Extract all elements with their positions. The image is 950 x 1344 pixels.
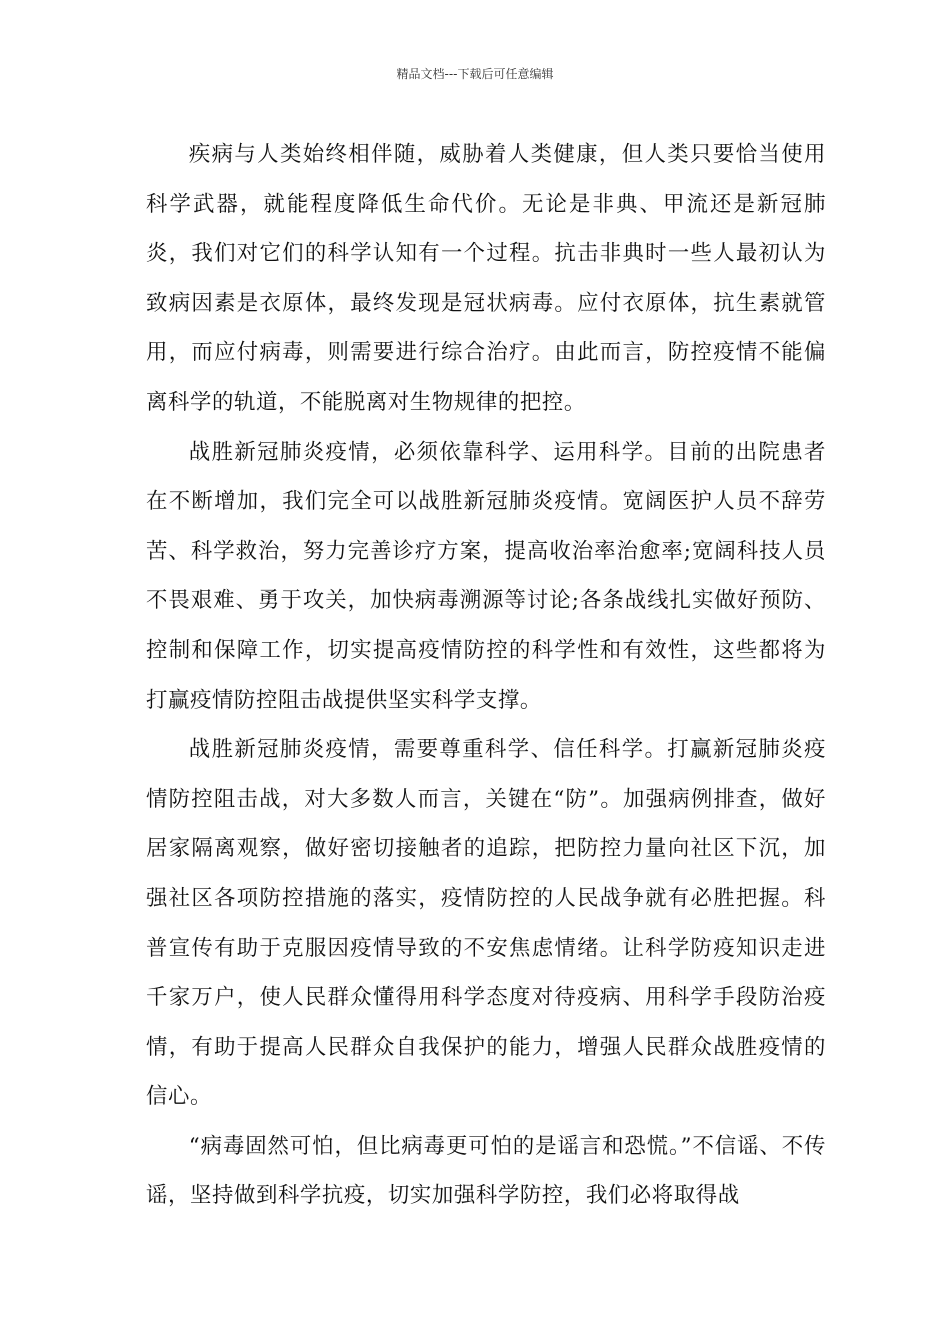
page-header: 精品文档---下载后可任意编辑 xyxy=(396,67,554,81)
document-body xyxy=(146,130,826,1221)
paragraph-2: 战胜新冠肺炎疫情，必须依靠科学、运用科学。目前的出院患者在不断增加，我们完全可以战胜新冠肺炎疫情。宽阔医护人员不辞劳苦、科学救治，努力完善诊疗方案，提高收治率治愈率;宽阔科技人员不畏艰难、勇于攻关，加快病毒溯源等讨论;各条战线扎实做好预防、控制和保障工作，切实提高疫情防控的科学性和有效性，这些都将为打赢疫情防控阻击战提供坚实科学支撑。 xyxy=(146,439,826,713)
paragraph-4: “病毒固然可怕，但比病毒更可怕的是谣言和恐慌。”不信谣、不传谣，坚持做到科学抗疫，切实加强科学防控，我们必将取得战 xyxy=(146,1133,826,1209)
paragraph-1: 疾病与人类始终相伴随，威胁着人类健康，但人类只要恰当使用科学武器，就能程度降低生命代价。无论是非典、甲流还是新冠肺炎，我们对它们的科学认知有一个过程。抗击非典时一些人最初认为致病因素是衣原体，最终发现是冠状病毒。应付衣原体，抗生素就管用，而应付病毒，则需要进行综合治疗。由此而言，防控疫情不能偏离科学的轨道，不能脱离对生物规律的把控。 xyxy=(146,142,826,415)
paragraph-3: 战胜新冠肺炎疫情，需要尊重科学、信任科学。打赢新冠肺炎疫情防控阻击战，对大多数人而言，关键在“防”。加强病例排查，做好居家隔离观察，做好密切接触者的追踪，把防控力量向社区下沉，加强社区各项防控措施的落实，疫情防控的人民战争就有必胜把握。科普宣传有助于克服因疫情导致的不安焦虑情绪。让科学防疫知识走进千家万户，使人民群众懂得用科学态度对待疫病、用科学手段防治疫情，有助于提高人民群众自我保护的能力，增强人民群众战胜疫情的信心。 xyxy=(146,737,826,1110)
